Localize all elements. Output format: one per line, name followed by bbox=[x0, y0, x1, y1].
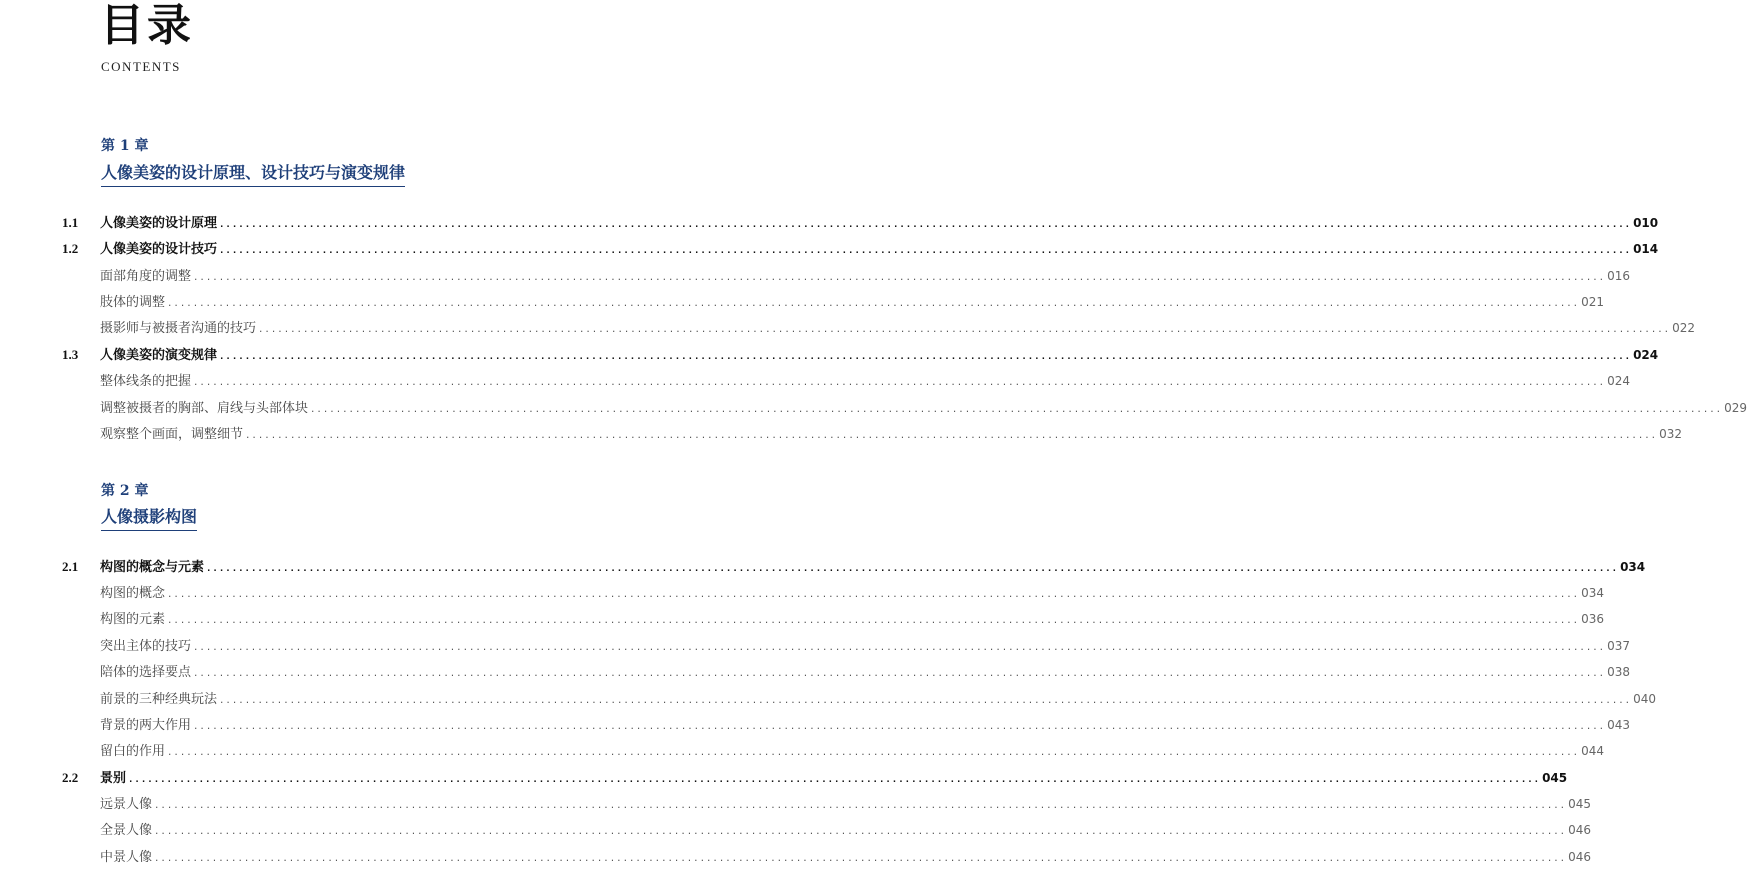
entry-label: 整体线条的把握 bbox=[100, 374, 192, 389]
dot-leader: ............................................................................................................................................................................................................................ bbox=[193, 273, 1606, 283]
dot-leader: ............................................................................................................................................................................................................................ bbox=[219, 246, 1632, 256]
chapter-2-label: 第 2 章 bbox=[101, 483, 149, 499]
toc-subsection-entry[interactable] bbox=[62, 318, 1695, 338]
dot-leader: ............................................................................................................................................................................................................................ bbox=[310, 405, 1723, 415]
entry-label: 突出主体的技巧 bbox=[100, 639, 192, 654]
toc-section-entry[interactable] bbox=[62, 239, 1659, 259]
toc-subsection-entry[interactable] bbox=[62, 583, 1604, 603]
entry-label: 摄影师与被摄者沟通的技巧 bbox=[100, 321, 257, 336]
dot-leader: ............................................................................................................................................................................................................................ bbox=[206, 564, 1619, 574]
dot-leader: ............................................................................................................................................................................................................................ bbox=[154, 854, 1567, 864]
entry-label: 远景人像 bbox=[100, 797, 153, 812]
page-number: 043 bbox=[1607, 718, 1630, 732]
page-number: 014 bbox=[1633, 242, 1659, 256]
entry-label: 中景人像 bbox=[100, 850, 153, 865]
page-number: 045 bbox=[1542, 771, 1568, 785]
dot-leader: ............................................................................................................................................................................................................................ bbox=[219, 352, 1632, 362]
page-title: 目录 bbox=[100, 0, 194, 51]
toc-subsection-entry[interactable] bbox=[62, 689, 1656, 709]
dot-leader: ............................................................................................................................................................................................................................ bbox=[167, 748, 1580, 758]
toc-subsection-entry[interactable] bbox=[62, 398, 1747, 418]
page-number: 016 bbox=[1607, 269, 1630, 283]
page-number: 021 bbox=[1581, 295, 1604, 309]
page-number: 022 bbox=[1672, 321, 1695, 335]
toc-subsection-entry[interactable] bbox=[62, 715, 1630, 735]
entry-label: 调整被摄者的胸部、肩线与头部体块 bbox=[100, 401, 309, 416]
chapter-1-label: 第 1 章 bbox=[101, 138, 149, 154]
dot-leader: ............................................................................................................................................................................................................................ bbox=[154, 801, 1567, 811]
dot-leader: ............................................................................................................................................................................................................................ bbox=[245, 431, 1658, 441]
page-number: 046 bbox=[1568, 850, 1591, 864]
page-number: 024 bbox=[1607, 374, 1630, 388]
dot-leader: ............................................................................................................................................................................................................................ bbox=[219, 696, 1632, 706]
page-number: 034 bbox=[1620, 560, 1646, 574]
page-number: 040 bbox=[1633, 692, 1656, 706]
page-number: 034 bbox=[1581, 586, 1604, 600]
entry-label: 人像美姿的设计技巧 bbox=[100, 242, 218, 257]
dot-leader: ............................................................................................................................................................................................................................ bbox=[193, 378, 1606, 388]
entry-label: 陪体的选择要点 bbox=[100, 665, 192, 680]
entry-label: 人像美姿的设计原理 bbox=[100, 216, 218, 231]
entry-label: 前景的三种经典玩法 bbox=[100, 692, 218, 707]
toc-subsection-entry[interactable] bbox=[62, 662, 1630, 682]
page-number: 044 bbox=[1581, 744, 1604, 758]
toc-section-entry[interactable] bbox=[62, 557, 1646, 577]
section-number: 1.3 bbox=[62, 347, 79, 362]
page-number: 038 bbox=[1607, 665, 1630, 679]
toc-section-entry[interactable] bbox=[62, 345, 1659, 365]
page-number: 032 bbox=[1659, 427, 1682, 441]
page-number: 029 bbox=[1724, 401, 1747, 415]
toc-subsection-entry[interactable] bbox=[62, 820, 1591, 840]
entry-label: 面部角度的调整 bbox=[100, 269, 192, 284]
entry-label: 观察整个画面，调整细节 bbox=[100, 427, 244, 442]
dot-leader: ............................................................................................................................................................................................................................ bbox=[193, 722, 1606, 732]
dot-leader: ............................................................................................................................................................................................................................ bbox=[128, 775, 1541, 785]
entry-label: 构图的元素 bbox=[100, 612, 166, 627]
dot-leader: ............................................................................................................................................................................................................................ bbox=[193, 669, 1606, 679]
entry-label: 构图的概念与元素 bbox=[100, 560, 205, 575]
section-number: 1.1 bbox=[62, 215, 79, 230]
chapter-2-title[interactable]: 人像摄影构图 bbox=[101, 504, 197, 531]
toc-subsection-entry[interactable] bbox=[62, 371, 1630, 391]
dot-leader: ............................................................................................................................................................................................................................ bbox=[193, 643, 1606, 653]
section-number: 1.2 bbox=[62, 241, 79, 256]
dot-leader: ............................................................................................................................................................................................................................ bbox=[219, 220, 1632, 230]
section-number: 2.2 bbox=[62, 770, 79, 785]
toc-section-entry[interactable] bbox=[62, 768, 1568, 788]
page-number: 046 bbox=[1568, 823, 1591, 837]
page-number: 037 bbox=[1607, 639, 1630, 653]
toc-subsection-entry[interactable] bbox=[62, 424, 1682, 444]
page-number: 010 bbox=[1633, 216, 1659, 230]
toc-subsection-entry[interactable] bbox=[62, 794, 1591, 814]
entry-label: 人像美姿的演变规律 bbox=[100, 348, 218, 363]
toc-subsection-entry[interactable] bbox=[62, 266, 1630, 286]
toc-subsection-entry[interactable] bbox=[62, 292, 1604, 312]
dot-leader: ............................................................................................................................................................................................................................ bbox=[154, 827, 1567, 837]
chapter-1-title[interactable]: 人像美姿的设计原理、设计技巧与演变规律 bbox=[101, 160, 405, 187]
toc-subsection-entry[interactable] bbox=[62, 609, 1604, 629]
page-number: 045 bbox=[1568, 797, 1591, 811]
entry-label: 留白的作用 bbox=[100, 744, 166, 759]
page-number: 024 bbox=[1633, 348, 1659, 362]
dot-leader: ............................................................................................................................................................................................................................ bbox=[167, 590, 1580, 600]
dot-leader: ............................................................................................................................................................................................................................ bbox=[167, 616, 1580, 626]
section-number: 2.1 bbox=[62, 559, 79, 574]
entry-label: 全景人像 bbox=[100, 823, 153, 838]
toc-subsection-entry[interactable] bbox=[62, 741, 1604, 761]
entry-label: 构图的概念 bbox=[100, 586, 166, 601]
toc-subsection-entry[interactable] bbox=[62, 636, 1630, 656]
entry-label: 肢体的调整 bbox=[100, 295, 166, 310]
toc-subsection-entry[interactable] bbox=[62, 847, 1591, 867]
dot-leader: ............................................................................................................................................................................................................................ bbox=[258, 325, 1671, 335]
page-subtitle: CONTENTS bbox=[101, 59, 181, 74]
toc-section-entry[interactable] bbox=[62, 213, 1659, 233]
entry-label: 景别 bbox=[100, 771, 127, 786]
page-number: 036 bbox=[1581, 612, 1604, 626]
entry-label: 背景的两大作用 bbox=[100, 718, 192, 733]
dot-leader: ............................................................................................................................................................................................................................ bbox=[167, 299, 1580, 309]
